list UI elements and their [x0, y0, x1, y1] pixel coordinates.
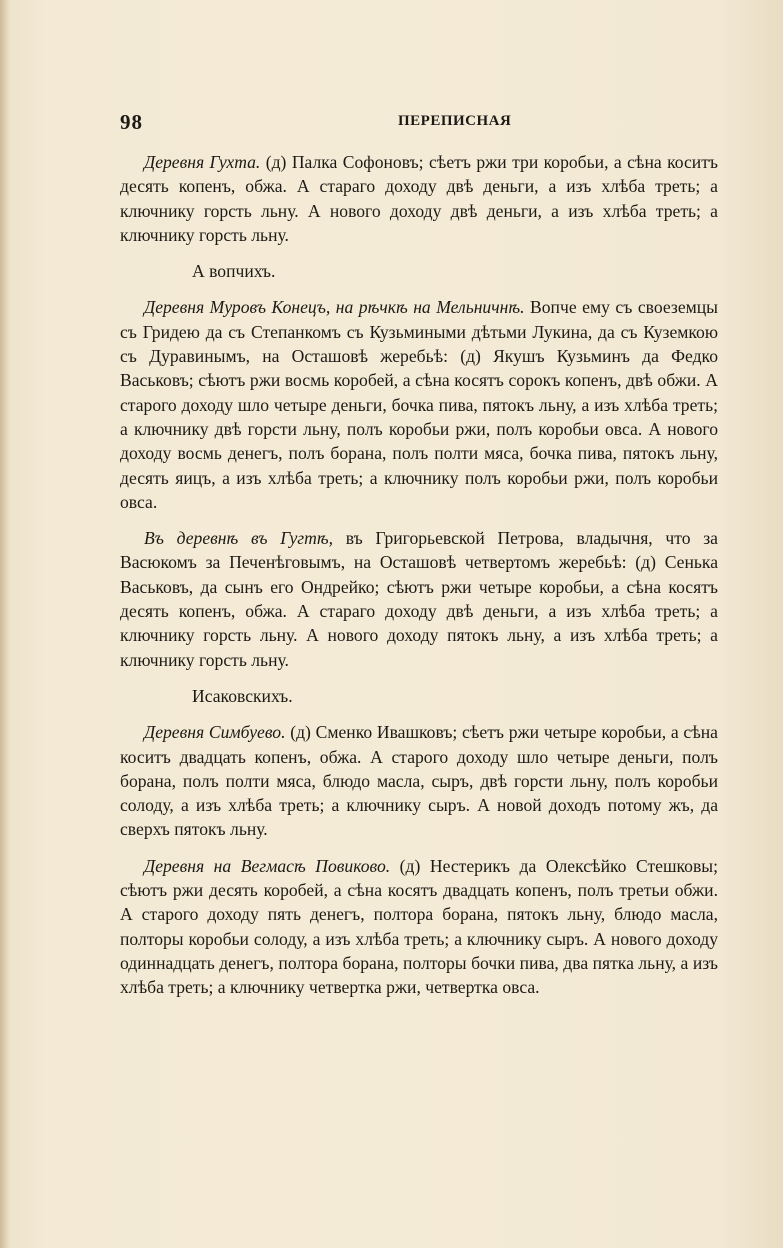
entry-paragraph: [120, 526, 718, 672]
place-name: Деревня Симбуево.: [144, 722, 286, 743]
page-header: [120, 110, 720, 140]
place-name: Деревня Гухта.: [144, 152, 261, 172]
entry-paragraph: [120, 295, 718, 514]
entry-text: въ Григорьевской Петрова, владычня, что за Васюкомъ за Печенѣговымъ, на Осташовѣ четвертомъ жеребьѣ: (д) Сенька Васьковъ, да сынъ его Ондрейко; сѣютъ ржи четыре коробьи, а сѣна косятъ десять копенъ, обжа. А стараго доходу двѣ деньги, а изъ хлѣба треть; а ключнику горсть льну. А нового доходу пятокъ льну, а изъ хлѣба треть; а ключнику горсть льну.: [120, 528, 718, 670]
page-body: [120, 150, 718, 1012]
entry-paragraph: [120, 854, 718, 1000]
running-title: ПЕРЕПИСНАЯ: [398, 113, 512, 129]
place-name: Деревня Муровъ Конецъ, на рѣчкѣ на Мельничнѣ.: [144, 297, 525, 318]
section-subheading: А вопчихъ.: [192, 261, 276, 282]
place-name: Деревня на Вегмасѣ Повиково.: [144, 855, 391, 876]
entry-text: (д) Сменко Ивашковъ; сѣетъ ржи четыре коробьи, а сѣна коситъ двадцать копенъ, обжа. А старого доходу шло четыре деньги, полъ борана, полъ полти мяса, блюдо масла, сыръ, двѣ горсти льну, полъ коробьи солоду, а изъ хлѣба треть; а ключнику сыръ. А новой доходъ потому жъ, да сверхъ пятокъ льну.: [120, 722, 718, 840]
page-spine-shadow: [0, 0, 10, 1248]
section-subheading: Исаковскихъ.: [192, 685, 293, 706]
entry-paragraph: [120, 150, 718, 247]
entry-text: Вопче ему съ своеземцы съ Гридею да съ Степанкомъ съ Кузьмиными дѣтьми Лукина, да съ Куземкою съ Дуравинымъ, на Осташовѣ жеребьѣ: (д) Якушъ Кузьминъ да Федко Васьковъ; сѣютъ ржи восмь коробей, а сѣна косятъ сорокъ копенъ, двѣ обжи. А старого доходу шло четыре деньги, бочка пива, пятокъ льну, а изъ хлѣба треть; а ключнику двѣ горсти льну, полъ коробьи ржи, полъ коробьи овса. А нового доходу восмь денегъ, полъ борана, полъ полти мяса, бочка пива, пятокъ льну, десять яицъ, а изъ хлѣба треть; а ключнику полъ коробьи ржи, полъ коробьи овса.: [120, 297, 718, 512]
entry-paragraph: [120, 720, 718, 841]
place-name: Въ деревнѣ въ Гугтѣ,: [144, 528, 333, 549]
entry-text: (д) Палка Софоновъ; сѣетъ ржи три коробьи, а сѣна коситъ десять копенъ, обжа. А стараго доходу двѣ деньги, а изъ хлѣба треть; а ключнику горсть льну. А нового доходу двѣ деньги, а изъ хлѣба треть; а ключнику горсть льну.: [120, 152, 718, 245]
page-number: 98: [120, 110, 143, 134]
entry-text: (д) Нестерикъ да Олексѣйко Стешковы; сѣютъ ржи десять коробей, а сѣна косятъ двадцать копенъ, полъ третьи обжи. А старого доходу пять денегъ, полтора борана, пятокъ льну, блюдо масла, полторы коробьи солоду, а изъ хлѣба треть; а ключнику сыръ. А нового доходу одиннадцать денегъ, полтора борана, полторы бочки пива, два пятка льну, а изъ хлѣба треть; а ключнику четвертка ржи, четвертка овса.: [120, 855, 718, 998]
